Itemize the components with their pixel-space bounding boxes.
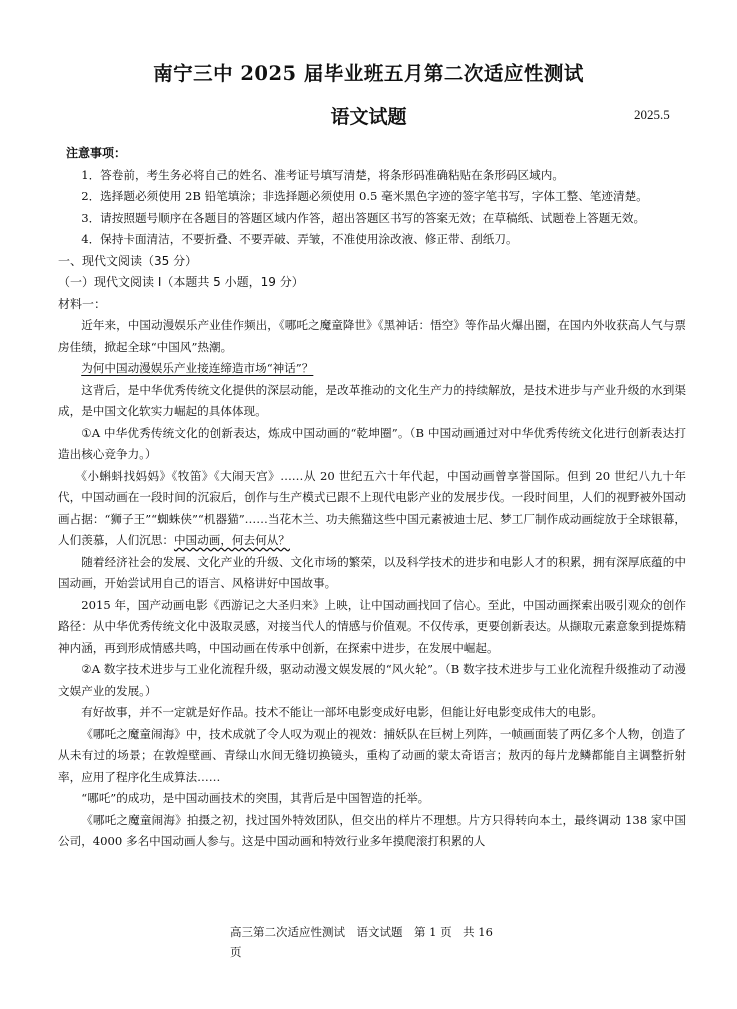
article-paragraph: 这背后，是中华优秀传统文化提供的深层动能，是改革推动的文化生产力的持续解放，是技术进步与产业升级的水到渠成，是中国文化软实力崛起的具体体现。 bbox=[58, 382, 686, 418]
section-heading: 一、现代文阅读（35 分） bbox=[58, 253, 198, 268]
wavy-underlined-question: 中国动画，何去何从？ bbox=[173, 533, 290, 547]
article-paragraph bbox=[58, 466, 686, 552]
article-paragraph: 随着经济社会的发展、文化产业的升级、文化市场的繁荣，以及科学技术的进步和电影人才的积累，拥有深厚底蕴的中国动画，开始尝试用自己的语言、风格讲好中国故事。 bbox=[58, 554, 686, 590]
article-paragraph: 2015 年，国产动画电影《西游记之大圣归来》上映，让中国动画找回了信心。至此，中国动画探索出吸引观众的创作路径：从中华优秀传统文化中汲取灵感，对接当代人的情感与价值观。不仅传承，更要创新表达。从撷取元素意象到提炼精神内涵，再到形成情感共鸣，中国动画在传承中创新，在探索中进步，在发展中崛起。 bbox=[58, 597, 686, 655]
article-paragraph: “哪吒”的成功，是中国动画技术的突围，其背后是中国智造的托举。 bbox=[81, 791, 430, 805]
article-paragraph: ②A 数字技术进步与工业化流程升级，驱动动漫文娱发展的“风火轮”。（B 数字技术进步与工业化流程升级推动了动漫文娱产业的发展。） bbox=[58, 662, 686, 698]
subject-title: 语文试题 bbox=[330, 106, 407, 128]
article-text: 《小蝌蚪找妈妈》《牧笛》《大闹天宫》……从 20 世纪五六十年代起，中国动画曾享誉国际。但到 20 世纪八九十年代，中国动画在一段时间的沉寂后，创作与生产模式已跟不上现代电影产业的发展步伐。一段时间里，人们的视野被外国动画占据：“狮子王”“蜘蛛侠”“机器猫”……当花木兰、功夫熊猫这些中国元素被迪士尼、梦工厂制作成动画绽放于全球银幕，人们羡慕，人们沉思： bbox=[58, 468, 686, 547]
material-label: 材料一： bbox=[58, 296, 107, 311]
note-item: 1．答卷前，考生务必将自己的姓名、准考证号填写清楚，将条形码准确粘贴在条形码区域内。 bbox=[81, 167, 564, 182]
exam-date: 2025.5 bbox=[634, 107, 670, 122]
note-item: 4．保持卡面清洁，不要折叠、不要弄破、弄皱，不准使用涂改液、修正带、刮纸刀。 bbox=[81, 232, 518, 246]
article-paragraph: 《哪吒之魔童闹海》拍摄之初，找过国外特效团队，但交出的样片不理想。片方只得转向本土，最终调动 138 家中国公司，4000 多名中国动画人参与。这是中国动画和特效行业多年摸爬滚打积累的人 bbox=[58, 812, 686, 848]
note-item: 3．请按照题号顺序在各题目的答题区域内作答，超出答题区书写的答案无效；在草稿纸、试题卷上答题无效。 bbox=[81, 210, 646, 225]
underlined-question: 为何中国动漫娱乐产业接连缔造市场“神话”？ bbox=[81, 361, 314, 375]
article-paragraph: 有好故事，并不一定就是好作品。技术不能让一部坏电影变成好电影，但能让好电影变成伟大的电影。 bbox=[81, 705, 603, 719]
article-paragraph: 《哪吒之魔童闹海》中，技术成就了令人叹为观止的视效：捕妖队在巨树上列阵，一帧画面装了两亿多个人物，创造了从未有过的场景；在敦煌壁画、青绿山水间无缝切换镜头，重构了动画的蒙太奇语言；敖丙的每片龙鳞都能自主调整折射率，应用了程序化生成算法…… bbox=[58, 726, 686, 784]
page-footer bbox=[230, 922, 520, 962]
exam-title: 南宁三中 2025 届毕业班五月第二次适应性测试 bbox=[153, 62, 584, 85]
exam-body bbox=[58, 143, 686, 853]
section-subheading: （一）现代文阅读 I（本题共 5 小题，19 分） bbox=[58, 275, 304, 289]
article-paragraph: ①A 中华优秀传统文化的创新表达，炼成中国动画的“乾坤圈”。（B 中国动画通过对中华优秀传统文化进行创新表达打造出核心竞争力。） bbox=[58, 425, 686, 461]
article-paragraph: 近年来，中国动漫娱乐产业佳作频出，《哪吒之魔童降世》《黑神话：悟空》等作品火爆出圈，在国内外收获高人气与票房佳绩，掀起全球“中国风”热潮。 bbox=[58, 318, 686, 354]
notes-heading: 注意事项： bbox=[66, 146, 127, 160]
footer-line: 页 bbox=[230, 945, 242, 959]
footer-line: 高三第二次适应性测试 语文试题 第 1 页 共 16 bbox=[230, 925, 493, 939]
note-item: 2．选择题必须使用 2B 铅笔填涂；非选择题必须使用 0.5 毫米黑色字迹的签字笔书写，字体工整、笔迹清楚。 bbox=[81, 189, 648, 203]
